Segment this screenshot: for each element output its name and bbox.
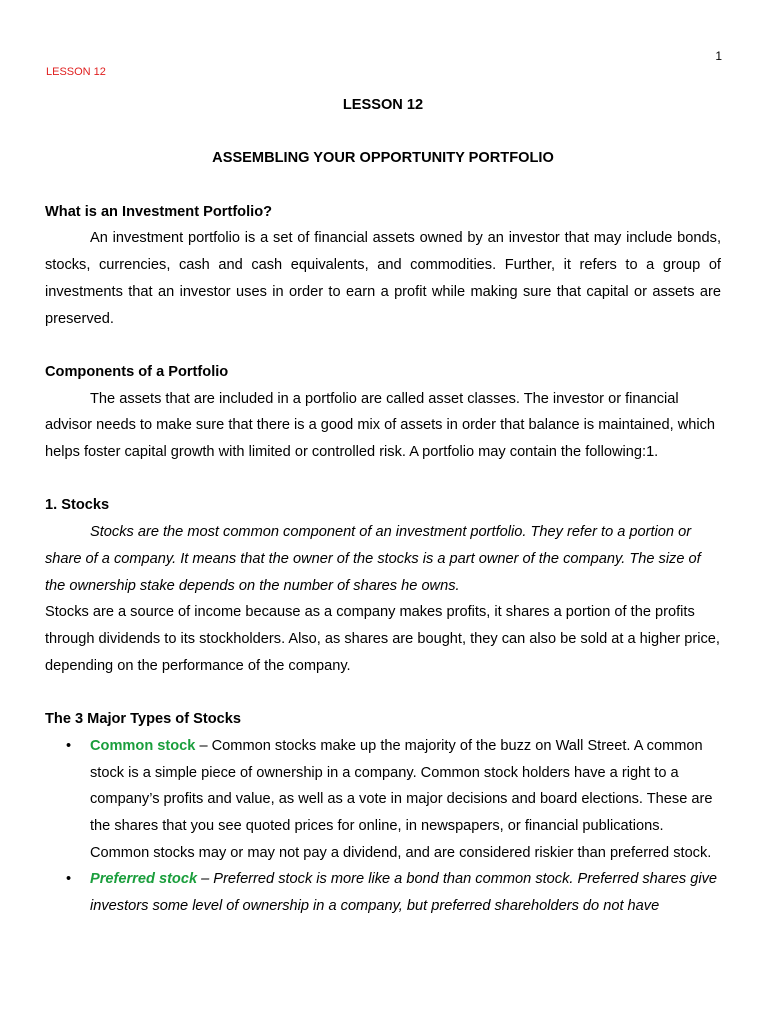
page-number: 1 — [715, 49, 722, 63]
bullet-icon: • — [66, 871, 72, 888]
paragraph-components: The assets that are included in a portfolio are called asset classes. The investor or financial advisor needs to make sure that there is a good mix of assets in order that balance is maintained, which helps foster capital growth with limited or controlled risk. A portfolio may contain the following:1. — [45, 390, 716, 461]
common-stock-description: – Common stocks make up the majority of the buzz on Wall Street. A common stock is a simple piece of ownership in a company. Common stock holders have a right to a company’s profits and value, as well as a vote in major decisions and board elections. These are the shares that you see quoted prices for online, in newspapers, or financial publications. Common stocks may or may not pay a dividend, and are considered riskier than preferred stock. — [90, 737, 713, 861]
header-lesson-tag: LESSON 12 — [46, 66, 106, 78]
preferred-stock-description: – Preferred stock is more like a bond than common stock. Preferred shares give investors some level of ownership in a company, but preferred shareholders do not have — [90, 871, 718, 915]
main-title: ASSEMBLING YOUR OPPORTUNITY PORTFOLIO — [212, 150, 554, 167]
term-preferred-stock: Preferred stock — [90, 871, 198, 888]
stock-types-list — [45, 733, 721, 920]
paragraph-investment-portfolio: An investment portfolio is a set of financial assets owned by an investor that may include bonds, stocks, currencies, cash and cash equivalents, and commodities. Further, it refers to a group of investments that an investor uses in order to earn a profit while making sure that capital or assets are preserved. — [45, 230, 721, 327]
document-body — [45, 92, 721, 920]
term-common-stock: Common stock — [90, 737, 196, 754]
paragraph-stocks-italic: Stocks are the most common component of an investment portfolio. They refer to a portion or share of a company. It means that the owner of the stocks is a part owner of the company. The size of the ownership stake depends on the number of shares he owns. — [45, 524, 701, 594]
section-heading-investment-portfolio: What is an Investment Portfolio? — [45, 203, 273, 220]
section-heading-stock-types: The 3 Major Types of Stocks — [45, 711, 241, 728]
section-heading-components: Components of a Portfolio — [45, 363, 229, 380]
list-item-preferred-stock — [66, 866, 721, 919]
list-item-common-stock — [66, 733, 721, 867]
bullet-icon: • — [66, 737, 72, 754]
section-heading-stocks: 1. Stocks — [45, 497, 110, 514]
lesson-title: LESSON 12 — [342, 97, 424, 113]
paragraph-stocks: Stocks are a source of income because as a company makes profits, it shares a portion of the profits through dividends to its stockholders. Also, as shares are bought, they can also be sold at a higher price, depending on the performance of the company. — [45, 604, 720, 674]
